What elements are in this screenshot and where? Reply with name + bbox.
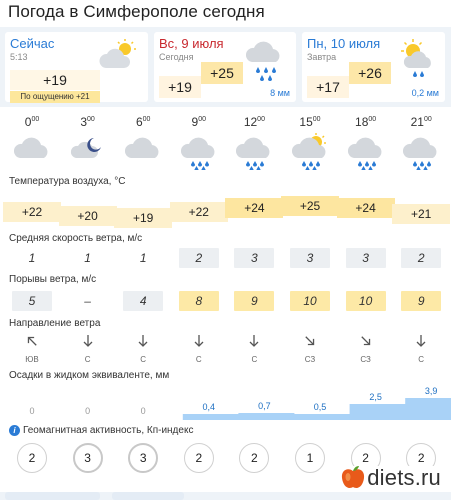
info-icon[interactable]: i <box>9 425 20 436</box>
gust-value: 9 <box>401 291 441 311</box>
direction-label: Направление ветра <box>9 318 101 329</box>
temperature-value: +24 <box>337 198 395 218</box>
arrow-icon <box>247 334 261 348</box>
diets-logo <box>335 466 441 490</box>
precip-value: 0,5 <box>313 402 327 412</box>
gust-value: 5 <box>12 291 52 311</box>
temperature-label: Температура воздуха, °С <box>9 176 126 187</box>
precip-value: 0,4 <box>202 402 216 412</box>
now-card[interactable] <box>5 32 148 102</box>
wind-direction: ЮВ <box>4 334 60 364</box>
kp-index: 2 <box>239 443 269 473</box>
precip-value: 0 <box>140 406 146 416</box>
precip-bar <box>238 413 294 420</box>
moon-cloud-icon <box>60 132 116 175</box>
forecast-summary <box>0 27 451 107</box>
gust-value: – <box>84 294 91 308</box>
geomagnetic-header <box>9 425 193 436</box>
hour-label: $3^{00}$ <box>80 115 95 129</box>
cloudy-sun-icon <box>98 38 138 77</box>
wind-value: 1 <box>84 251 91 265</box>
rain-cloud-icon <box>171 132 227 175</box>
gusts-label: Порывы ветра, м/с <box>9 274 97 285</box>
wind-value: 3 <box>234 248 274 268</box>
precip-value: 0 <box>29 406 35 416</box>
wind-value: 2 <box>179 248 219 268</box>
geomagnetic-label: Геомагнитная активность, Кп-индекс <box>23 425 194 436</box>
precip-bar <box>350 404 406 420</box>
hour-label: $9^{00}$ <box>191 115 207 129</box>
day-card-today[interactable] <box>154 32 296 102</box>
wind-value: 1 <box>139 251 147 265</box>
day2-precip: 0,2 мм <box>411 88 439 98</box>
gust-value: 10 <box>290 291 330 311</box>
hour-label: $15^{00}$ <box>299 115 321 129</box>
temperature-chart <box>0 194 451 230</box>
gusts-row <box>0 291 451 313</box>
day2-day-temp: +26 <box>349 62 391 84</box>
wind-direction: СЗ <box>338 334 394 364</box>
temperature-value: +19 <box>114 208 172 228</box>
hour-label: $12^{00}$ <box>243 115 265 129</box>
now-time: 5:13 <box>10 52 28 62</box>
kp-index: 2 <box>184 443 214 473</box>
gust-value: 8 <box>179 291 219 311</box>
wind-value: 2 <box>401 248 441 268</box>
wind-row <box>0 248 451 270</box>
gust-value: 10 <box>346 291 386 311</box>
arrow-icon <box>303 334 317 348</box>
day1-night-temp: +19 <box>159 76 201 98</box>
arrow-icon <box>81 334 95 348</box>
wind-direction: С <box>226 334 282 364</box>
wind-value: 1 <box>28 251 36 265</box>
temperature-value: +22 <box>3 202 61 222</box>
bottom-tab[interactable] <box>112 492 184 500</box>
day2-sub: Завтра <box>307 52 337 62</box>
day1-precip: 8 мм <box>270 88 290 98</box>
precip-label: Осадки в жидком эквиваленте, мм <box>9 370 170 381</box>
arrow-icon <box>359 334 373 348</box>
kp-index: 3 <box>73 443 103 473</box>
wind-direction: С <box>171 334 227 364</box>
kp-index: 2 <box>351 443 381 473</box>
day2-night-temp: +17 <box>307 76 349 98</box>
hour-label: $0^{00}$ <box>24 115 40 129</box>
logo-text: diets.ru <box>367 465 441 490</box>
rain-cloud-icon <box>338 132 394 175</box>
kp-index: 3 <box>128 443 158 473</box>
arrow-icon <box>414 334 428 348</box>
sun-cloud-icon <box>282 132 338 175</box>
kp-index: 1 <box>295 443 325 473</box>
wind-label: Средняя скорость ветра, м/с <box>9 233 143 244</box>
day1-day-temp: +25 <box>201 62 243 84</box>
wind-direction: С <box>60 334 116 364</box>
gust-value: 9 <box>234 291 274 311</box>
rain-cloud-icon <box>393 132 449 175</box>
rain-cloud-icon <box>246 38 286 87</box>
wind-direction: С <box>115 334 171 364</box>
sun-rain-icon <box>395 38 435 87</box>
bottom-tab[interactable] <box>5 492 100 500</box>
hour-label: $6^{00}$ <box>135 115 151 129</box>
day-card-tomorrow[interactable] <box>302 32 445 102</box>
temperature-value: +25 <box>281 196 339 216</box>
temperature-value: +20 <box>59 206 117 226</box>
wind-value: 3 <box>346 248 386 268</box>
hour-label: $18^{00}$ <box>355 115 377 129</box>
hour-label: $21^{00}$ <box>410 115 432 129</box>
hours-header <box>0 115 451 129</box>
arrow-icon <box>192 334 206 348</box>
precip-chart <box>0 386 451 420</box>
temperature-value: +22 <box>170 202 228 222</box>
rain-cloud-icon <box>226 132 282 175</box>
cloud-icon <box>4 132 60 175</box>
now-temperature: +19 <box>10 70 100 90</box>
temperature-value: +21 <box>392 204 450 224</box>
day1-sub: Сегодня <box>159 52 194 62</box>
now-heading: Сейчас <box>10 36 55 51</box>
precip-bar <box>294 414 350 420</box>
wind-value: 3 <box>290 248 330 268</box>
arrow-icon <box>25 334 39 348</box>
cloud-icon <box>115 132 171 175</box>
day1-heading: Вс, 9 июля <box>159 36 224 51</box>
day2-heading: Пн, 10 июля <box>307 36 381 51</box>
temperature-value: +24 <box>225 198 283 218</box>
gust-value: 4 <box>123 291 163 311</box>
precip-value: 3,9 <box>424 386 438 396</box>
kp-index: 2 <box>406 443 436 473</box>
kp-index: 2 <box>17 443 47 473</box>
bottom-strip <box>0 492 451 500</box>
arrow-icon <box>136 334 150 348</box>
hour-icons <box>0 132 451 170</box>
feels-like: По ощущению +21 <box>10 91 100 103</box>
page-title: Погода в Симферополе сегодня <box>8 2 265 21</box>
apple-icon <box>339 465 367 491</box>
precip-value: 0,7 <box>258 401 271 411</box>
precip-bar <box>405 398 451 420</box>
wind-direction: С <box>393 334 449 364</box>
direction-row <box>0 334 451 366</box>
wind-direction: СЗ <box>282 334 338 364</box>
precip-value: 2,5 <box>369 392 382 402</box>
precip-value: 0 <box>85 406 91 416</box>
precip-bar <box>183 414 239 420</box>
